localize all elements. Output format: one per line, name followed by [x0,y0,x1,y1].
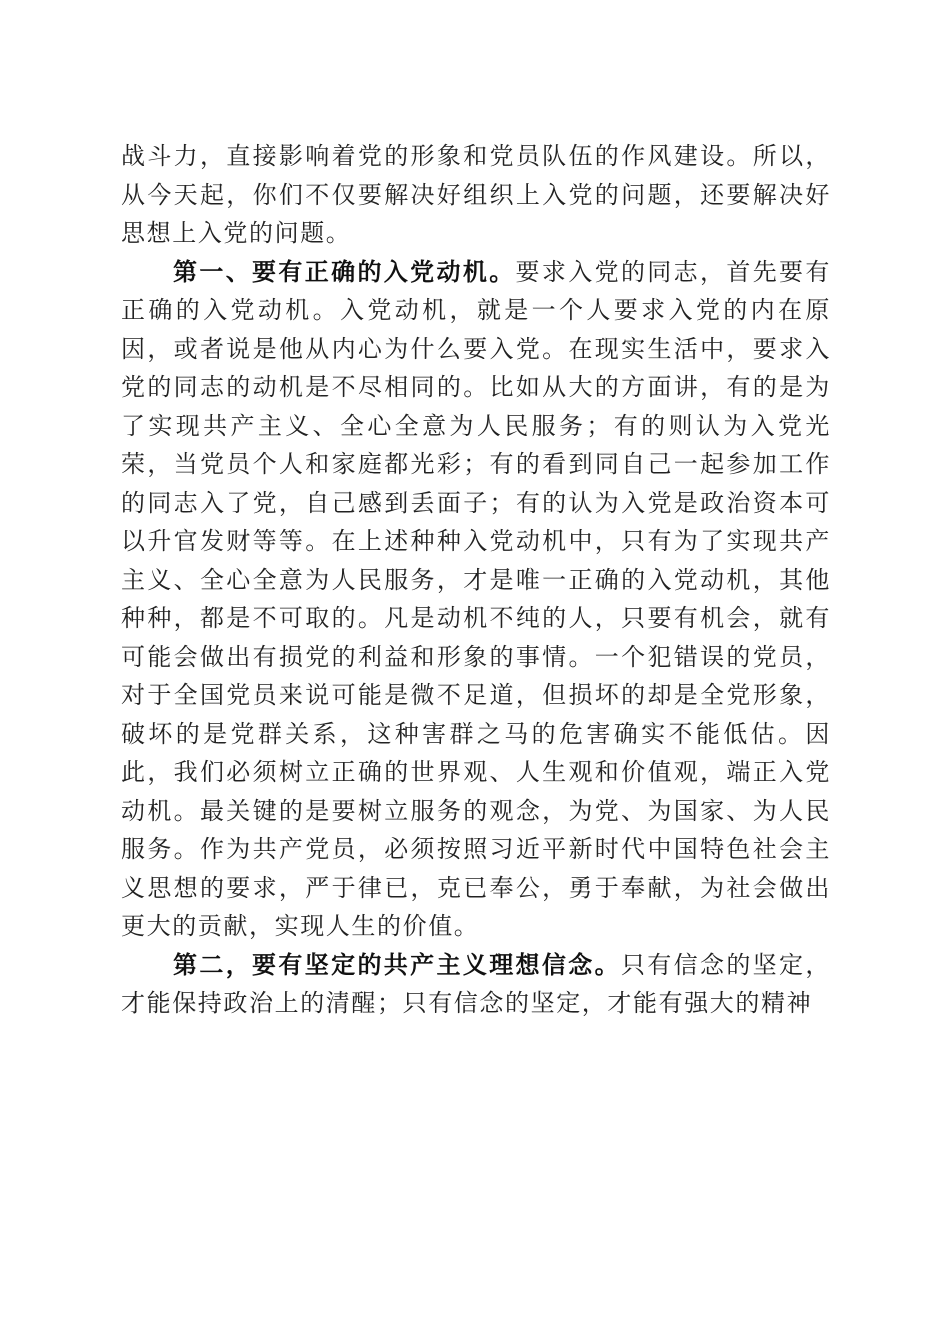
paragraph-2-text: 要求入党的同志，首先要有正确的入党动机。入党动机，就是一个人要求入党的内在原因，或者说是他从内心为什么要入党。在现实生活中，要求入党的同志的动机是不尽相同的。比如从大的方面讲，有的是为了实现共产主义、全心全意为人民服务；有的则认为入党光荣，当党员个人和家庭都光彩；有的看到同自己一起参加工作的同志入了党，自己感到丢面子；有的认为入党是政治资本可以升官发财等等。在上述种种入党动机中，只有为了实现共产主义、全心全意为人民服务，才是唯一正确的入党动机，其他种种，都是不可取的。凡是动机不纯的人，只要有机会，就有可能会做出有损党的利益和形象的事情。一个犯错误的党员，对于全国党员来说可能是微不足道，但损坏的却是全党形象，破坏的是党群关系，这种害群之马的危害确实不能低估。因此，我们必须树立正确的世界观、人生观和价值观，端正入党动机。最关键的是要树立服务的观念，为党、为国家、为人民服务。作为共产党员，必须按照习近平新时代中国特色社会主义思想的要求，严于律已，克已奉公，勇于奉献，为社会做出更大的贡献，实现人生的价值。 [121,257,831,940]
document-body [121,137,831,1023]
paragraph-2 [121,253,831,946]
paragraph-3 [121,946,831,1023]
paragraph-1 [121,137,831,253]
paragraph-2-heading: 第一、要有正确的入党动机。 [173,257,516,286]
paragraph-3-text: 只有信念的坚定，才能保持政治上的清醒；只有信念的坚定，才能有强大的精神 [121,950,831,1017]
paragraph-3-heading: 第二，要有坚定的共产主义理想信念。 [173,950,621,979]
paragraph-1-text: 战斗力，直接影响着党的形象和党员队伍的作风建设。所以，从今天起，你们不仅要解决好组织上入党的问题，还要解决好思想上入党的问题。 [121,142,831,247]
